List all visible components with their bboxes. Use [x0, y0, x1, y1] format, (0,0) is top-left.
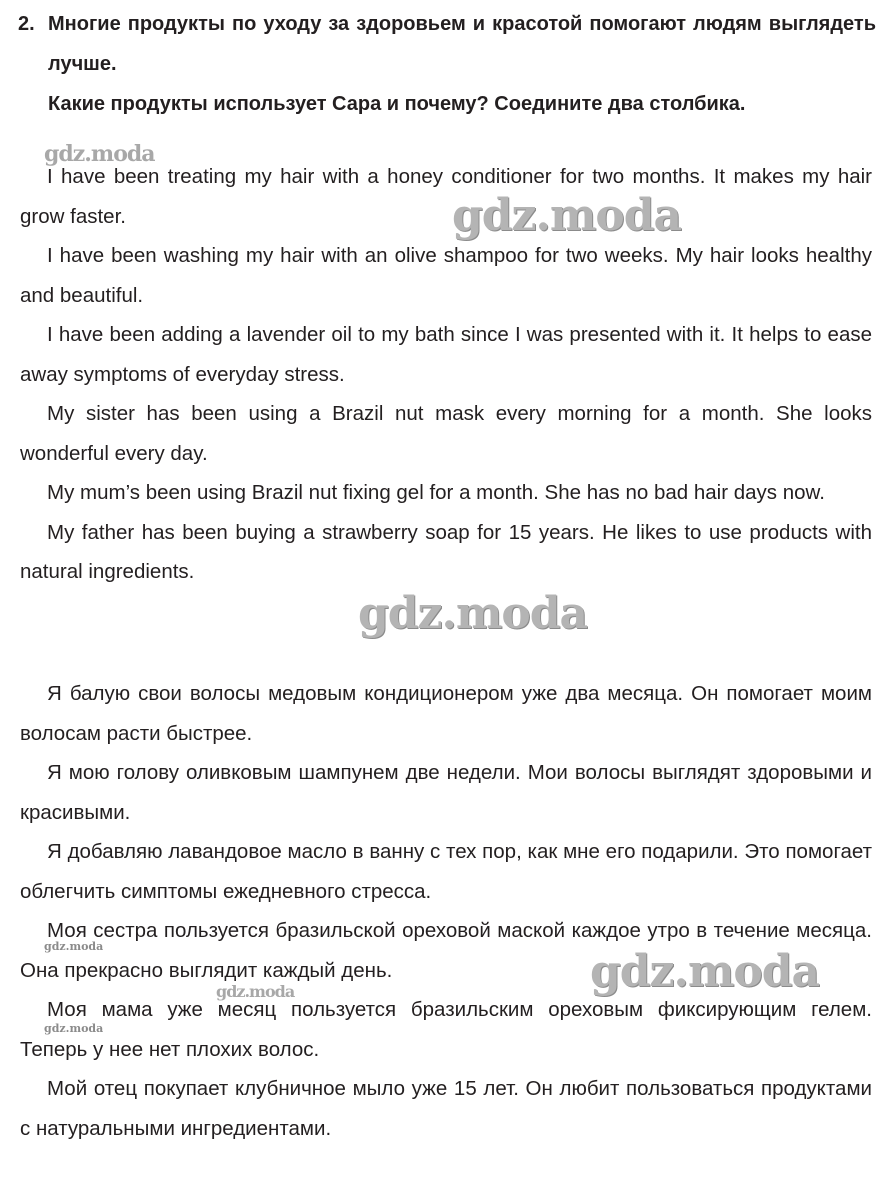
- russian-text-block: [20, 674, 872, 1148]
- watermark: gdz.moda: [44, 1022, 104, 1035]
- russian-paragraph: Моя сестра пользуется бразильской ореховой маской каждое утро в течение месяца. Она прекрасно выглядит каждый день.: [20, 919, 872, 982]
- watermark: gdz.moda: [216, 982, 295, 1001]
- russian-paragraph: Мой отец покупает клубничное мыло уже 15 лет. Он любит пользоваться продуктами с натуральными ингредиентами.: [20, 1077, 872, 1140]
- russian-paragraph: Я мою голову оливковым шампунем две недели. Мои волосы выглядят здоровыми и красивыми.: [20, 761, 872, 824]
- task-header: [18, 4, 876, 124]
- watermark: gdz.moda: [44, 141, 155, 167]
- russian-paragraph: Я добавляю лавандовое масло в ванну с тех пор, как мне его подарили. Это помогает облегчить симптомы ежедневного стресса.: [20, 840, 872, 903]
- task-instruction: Многие продукты по уходу за здоровьем и красотой помогают людям выглядеть лучше.: [48, 13, 876, 75]
- english-paragraph: I have been treating my hair with a honey conditioner for two months. It makes my hair grow faster.: [20, 165, 872, 228]
- english-text-block: [20, 157, 872, 592]
- english-paragraph: I have been adding a lavender oil to my bath since I was presented with it. It helps to ease away symptoms of everyday stress.: [20, 323, 872, 386]
- watermark: gdz.moda: [590, 946, 820, 997]
- english-paragraph: My mum’s been using Brazil nut fixing gel for a month. She has no bad hair days now.: [47, 481, 825, 504]
- english-paragraph: My father has been buying a strawberry soap for 15 years. He likes to use products with natural ingredients.: [20, 520, 872, 583]
- russian-paragraph: Моя мама уже месяц пользуется бразильским ореховым фиксирующим гелем. Теперь у нее нет плохих волос.: [20, 998, 872, 1061]
- english-paragraph: I have been washing my hair with an olive shampoo for two weeks. My hair looks healthy and beautiful.: [20, 244, 872, 307]
- watermark: gdz.moda: [452, 190, 682, 241]
- task-number: 2.: [18, 13, 35, 35]
- english-paragraph: My sister has been using a Brazil nut mask every morning for a month. She looks wonderful every day.: [20, 402, 872, 465]
- watermark: gdz.moda: [44, 940, 104, 953]
- watermark: gdz.moda: [358, 588, 588, 639]
- russian-paragraph: Я балую свои волосы медовым кондиционером уже два месяца. Он помогает моим волосам расти быстрее.: [20, 682, 872, 745]
- task-question: Какие продукты использует Сара и почему? Соедините два столбика.: [48, 93, 746, 115]
